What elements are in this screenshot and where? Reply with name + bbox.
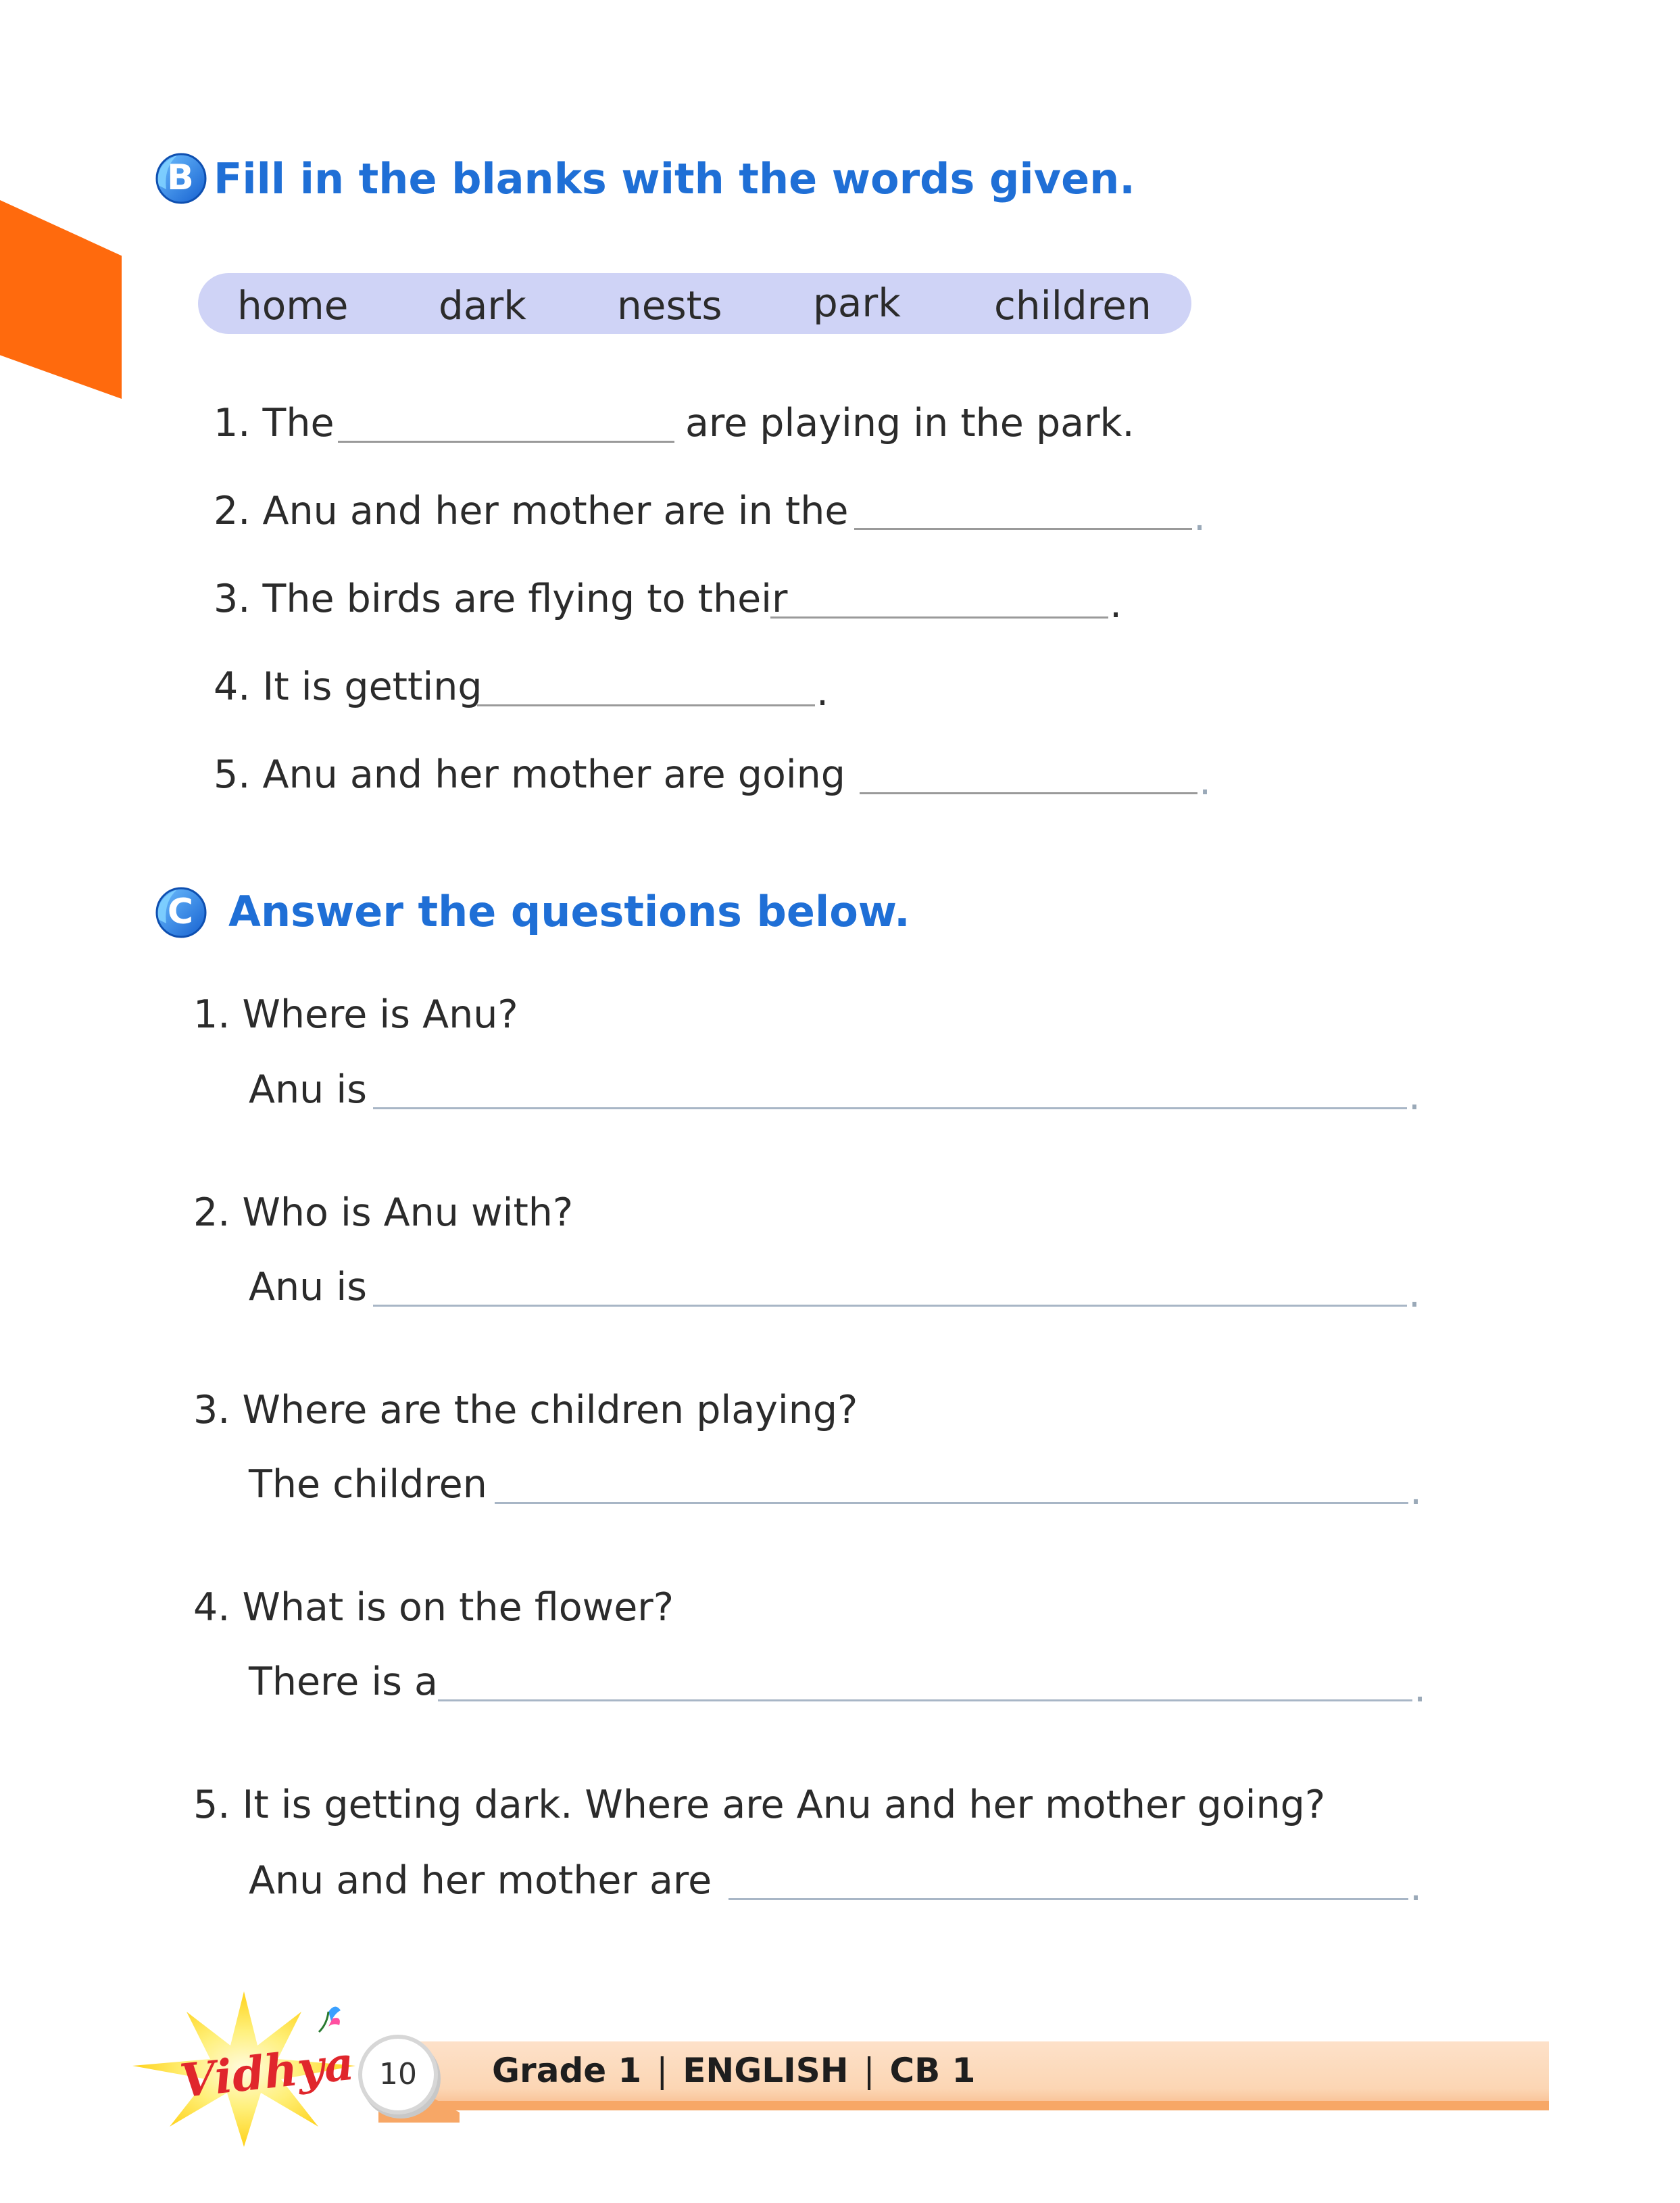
fill-blank-prefix: 5. Anu and her mother are going — [214, 752, 845, 797]
fill-blank-suffix: . — [1193, 495, 1206, 539]
answer-end: . — [1408, 1074, 1421, 1119]
fill-blank-line[interactable] — [770, 616, 1108, 619]
footer-grade: Grade 1 — [492, 2051, 642, 2090]
footer-subject: ENGLISH — [683, 2051, 849, 2090]
answer-starter: Anu and her mother are — [249, 1858, 712, 1903]
word-bank-item: children — [994, 283, 1152, 329]
footer-book: CB 1 — [889, 2051, 976, 2090]
answer-starter: Anu is — [249, 1265, 367, 1309]
fill-blank-line[interactable] — [338, 441, 674, 443]
fill-blank-suffix: are playing in the park. — [685, 401, 1135, 445]
orange-side-decoration — [0, 200, 122, 399]
page-number: 10 — [358, 2035, 438, 2114]
answer-end: . — [1408, 1272, 1421, 1316]
section-c-badge — [153, 884, 208, 940]
word-bank-item: nests — [617, 283, 722, 329]
word-bank-item: home — [237, 283, 349, 329]
answer-starter: Anu is — [249, 1067, 367, 1112]
answer-line[interactable] — [373, 1305, 1407, 1307]
footer-separator: | — [863, 2051, 875, 2090]
fill-blank-line[interactable] — [477, 704, 815, 706]
word-bank — [198, 273, 1191, 334]
question-text: 1. Where is Anu? — [193, 992, 518, 1037]
section-b-badge — [153, 150, 208, 205]
answer-end: . — [1414, 1666, 1427, 1711]
section-b-title: Fill in the blanks with the words given. — [214, 154, 1135, 203]
fill-blank-prefix: 2. Anu and her mother are in the — [214, 489, 849, 533]
vidhya-logo-text: Vidhya — [177, 2036, 357, 2109]
fill-blank-line[interactable] — [854, 528, 1192, 530]
vidhya-logo — [126, 1991, 362, 2147]
word-bank-item: dark — [439, 283, 526, 329]
section-c-title: Answer the questions below. — [228, 887, 910, 936]
answer-line[interactable] — [438, 1699, 1412, 1701]
answer-end: . — [1410, 1865, 1423, 1910]
answer-line[interactable] — [728, 1898, 1408, 1900]
footer-course-label — [492, 2051, 975, 2090]
fill-blank-suffix: . — [816, 670, 829, 715]
answer-starter: There is a — [249, 1660, 438, 1704]
footer-bar-stripe — [433, 2101, 1549, 2110]
answer-end: . — [1410, 1469, 1423, 1514]
question-text: 3. Where are the children playing? — [193, 1388, 858, 1432]
question-text: 2. Who is Anu with? — [193, 1190, 574, 1235]
question-text: 5. It is getting dark. Where are Anu and her mother going? — [193, 1783, 1326, 1827]
fill-blank-suffix: . — [1110, 582, 1122, 627]
footer-separator: | — [656, 2051, 668, 2090]
section-b-letter: B — [167, 158, 194, 198]
fill-blank-prefix: 4. It is getting — [214, 664, 483, 709]
section-c-letter: C — [167, 892, 194, 932]
question-text: 4. What is on the flower? — [193, 1585, 674, 1630]
answer-starter: The children — [249, 1462, 487, 1507]
answer-line[interactable] — [373, 1107, 1407, 1109]
fill-blank-suffix: . — [1199, 759, 1212, 804]
fill-blank-line[interactable] — [860, 792, 1197, 794]
answer-line[interactable] — [495, 1502, 1408, 1504]
word-bank-item: park — [813, 280, 901, 326]
fill-blank-prefix: 1. The — [214, 401, 335, 445]
fill-blank-prefix: 3. The birds are flying to their — [214, 577, 788, 621]
